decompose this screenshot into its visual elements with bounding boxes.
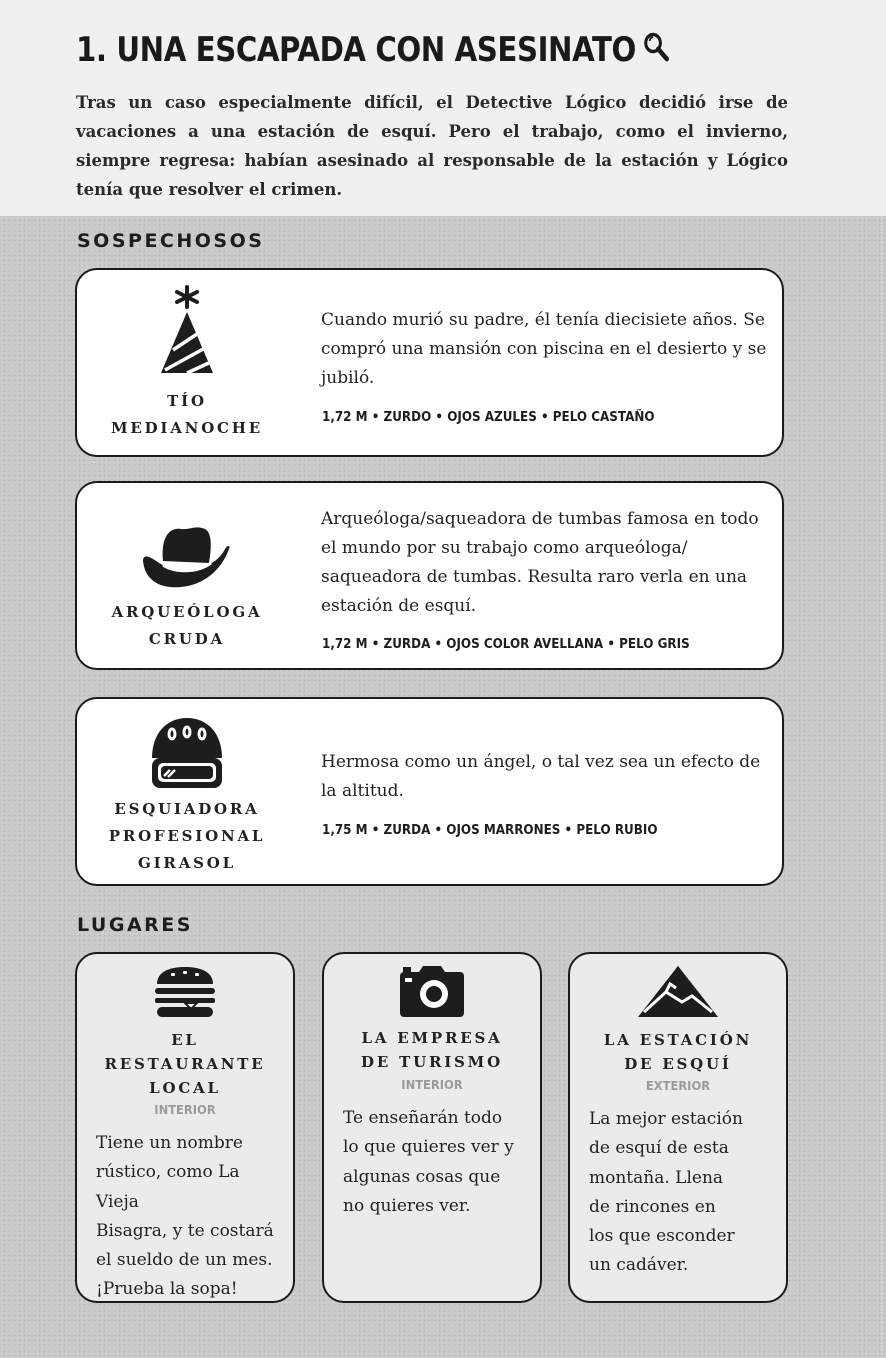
place-card-restaurante — [75, 952, 295, 1303]
place-description — [343, 1104, 531, 1221]
suspect-description: Hermosa como un ángel, o tal vez sea un efecto de la altitud. — [321, 752, 761, 801]
mountain-icon — [570, 966, 786, 1018]
place-description-line: rústico, como La Vieja — [96, 1162, 240, 1212]
suspect-card-esquiadora-girasol — [75, 697, 784, 886]
place-name-line: LA ESTACIÓN — [603, 1031, 753, 1049]
place-description — [589, 1105, 777, 1281]
intro-panel — [0, 0, 886, 216]
suspect-name — [97, 599, 277, 653]
camera-icon — [324, 966, 540, 1018]
place-name — [580, 1028, 776, 1076]
place-type: EXTERIOR — [645, 1078, 711, 1093]
suspect-card-tio-medianoche — [75, 268, 784, 457]
place-type: INTERIOR — [154, 1102, 216, 1117]
place-name-line: DE TURISMO — [361, 1053, 503, 1071]
suspect-description: Arqueóloga/saqueadora de tumbas famosa en todo el mundo por su trabajo como arqueóloga/ saqueadora de tumbas. Resulta raro verla en una estación de esquí. — [321, 509, 759, 616]
suspects-heading: SOSPECHOSOS — [77, 230, 265, 252]
suspect-name-line: ESQUIADORA — [114, 800, 260, 818]
place-name-line: DE ESQUÍ — [624, 1055, 732, 1073]
place-name-line: LA EMPRESA — [361, 1029, 503, 1047]
place-description-line: no quieres ver. — [343, 1195, 471, 1216]
suspect-name-line: GIRASOL — [138, 854, 236, 872]
place-description-line: los que esconder — [589, 1226, 735, 1247]
place-description-line: de esquí de esta — [589, 1138, 729, 1159]
place-description-line: el sueldo de un mes. — [96, 1250, 273, 1271]
place-description-line: lo que quieres ver y — [343, 1137, 514, 1158]
burger-icon — [77, 966, 293, 1018]
suspect-name — [97, 796, 277, 877]
suspect-name-line: PROFESIONAL — [108, 827, 266, 845]
place-name-line: RESTAURANTE — [104, 1055, 266, 1073]
places-heading: LUGARES — [77, 914, 193, 936]
place-description-line: Bisagra, y te costará — [96, 1220, 274, 1241]
suspect-name-line: MEDIANOCHE — [110, 419, 264, 437]
place-description-line: de rincones en — [589, 1196, 716, 1217]
suspect-name-line: CRUDA — [148, 630, 226, 648]
page-title-text: 1. UNA ESCAPADA CON ASESINATO — [76, 30, 636, 70]
place-name — [334, 1026, 530, 1074]
page-title — [76, 30, 670, 72]
place-description-line: algunas cosas que — [343, 1166, 501, 1187]
party-hat-icon — [137, 284, 237, 374]
place-description-line: La mejor estación — [589, 1109, 743, 1129]
suspect-name-line: ARQUEÓLOGA — [111, 603, 263, 621]
place-name-line: EL — [171, 1031, 199, 1049]
suspect-description: Cuando murió su padre, él tenía diecisiete años. Se compró una mansión con piscina en el desierto y se jubiló. — [321, 310, 767, 388]
suspect-traits: 1,72 M • ZURDA • OJOS COLOR AVELLANA • PELO GRIS — [322, 637, 690, 652]
place-card-empresa-turismo — [322, 952, 542, 1303]
intro-text: Tras un caso especialmente difícil, el Detective Lógico decidió irse de vacaciones a una estación de esquí. Pero el trabajo, como el invierno, siempre regresa: habían asesinado al responsable de la estación y Lógico tenía que resolver el crimen. — [76, 93, 788, 199]
place-description-line: Tiene un nombre — [96, 1133, 243, 1153]
suspect-traits: 1,72 M • ZURDO • OJOS AZULES • PELO CASTAÑO — [322, 410, 655, 425]
suspect-card-arqueologa-cruda — [75, 481, 784, 670]
place-type: INTERIOR — [401, 1077, 463, 1092]
place-description — [96, 1129, 284, 1305]
suspect-name-line: TÍO — [167, 392, 207, 410]
place-card-estacion-esqui — [568, 952, 788, 1303]
magnifier-icon — [643, 31, 671, 72]
place-description-line: montaña. Llena — [589, 1167, 724, 1188]
suspect-traits: 1,75 M • ZURDA • OJOS MARRONES • PELO RUBIO — [322, 823, 658, 838]
place-description-line: Te enseñarán todo — [343, 1108, 503, 1128]
place-name — [87, 1028, 283, 1100]
place-name-line: LOCAL — [149, 1079, 221, 1097]
ski-helmet-icon — [137, 714, 237, 790]
place-description-line: un cadáver. — [589, 1255, 689, 1276]
place-description-line: ¡Prueba la sopa! — [96, 1279, 238, 1300]
cowboy-hat-icon — [137, 521, 237, 591]
suspect-name — [97, 388, 277, 442]
